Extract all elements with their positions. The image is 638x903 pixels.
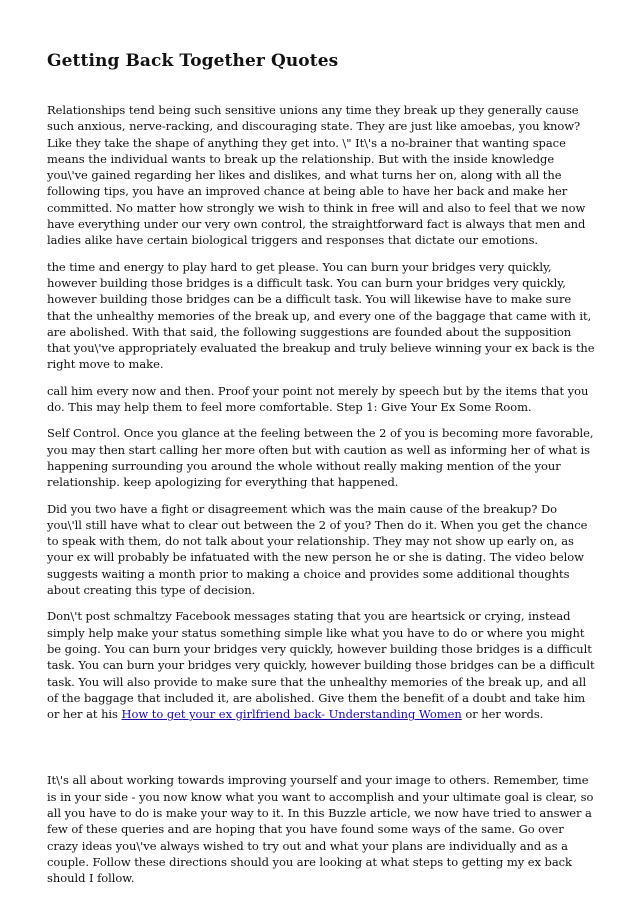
paragraph-4: Self Control. Once you glance at the feeling between the 2 of you is becoming more favorable, you may then start calling her more often but with caution as well as informing her of what is happening surrounding you around the whole without really making mention of the your relationship. keep apologizing for everything that happened. bbox=[47, 426, 594, 490]
paragraph-2: the time and energy to play hard to get please. You can burn your bridges very quickly, however building those bridges is a difficult task. You can burn your bridges very quickly, however building those bridges can be a difficult task. You will likewise have to make sure that the unhealthy memories of the break up, and every one of the baggage that came with it, are abolished. With that said, the following suggestions are founded about the supposition that you\'ve appropriately evaluated the breakup and truly believe winning your ex back is the right move to make. bbox=[47, 259, 595, 372]
paragraph-5: Did you two have a fight or disagreement which was the main cause of the breakup? Do you\'ll still have what to clear out between the 2 of you? Then do it. When you get the chance to speak with them, do not talk about your relationship. They may not show up early on, as your ex will probably be infatuated with the new person he or she is dating. The video below suggests waiting a month prior to making a choice and provides some additional thoughts about creating this type of decision. bbox=[47, 501, 588, 598]
paragraph-1: Relationships tend being such sensitive unions any time they break up they generally cause such anxious, nerve-racking, and discouraging state. They are just like amoebas, you know? Like they take the shape of anything they get into. \" It\'s a no-brainer that wanting space means the individual wants to break up the relationship. But with the inside knowledge you\'ve gained regarding her likes and dislikes, and what turns her on, along with all the following tips, you have an improved chance at being able to have her back and make her committed. No matter how strongly we wish to think in free will and also to feel that we now have everything under our very own control, the straightforward fact is always that men and ladies alike have certain biological triggers and responses that dictate our emotions. bbox=[47, 103, 586, 248]
document-page bbox=[47, 50, 595, 896]
paragraph-6-text-before: Don\'t post schmaltzy Facebook messages stating that you are heartsick or crying, instead simply help make your status something simple like what you have to do or where you might be going. You can burn your bridges very quickly, however building those bridges is a difficult task. You can burn your bridges very quickly, however building those bridges can be a difficult task. You will also provide to make sure that the unhealthy memories of the break up, and all of the baggage that included it, are abolished. Give them the benefit of a doubt and take him or her at his bbox=[47, 609, 595, 722]
paragraph-3: call him every now and then. Proof your point not merely by speech but by the items that you do. This may help them to feel more comfortable. Step 1: Give Your Ex Some Room. bbox=[47, 383, 589, 415]
paragraph-6-text-after: or her words. bbox=[461, 707, 544, 722]
blank-gap bbox=[47, 732, 595, 772]
ex-girlfriend-link[interactable]: How to get your ex girlfriend back- Understanding Women bbox=[121, 707, 462, 722]
paragraph-7: It\'s all about working towards improving yourself and your image to others. Remember, time is in your side - you now know what you want to accomplish and your ultimate goal is clear, so all you have to do is make your way to it. In this Buzzle article, we now have tried to answer a few of these queries and are hoping that you have found some ways of the same. Go over crazy ideas you\'ve always wished to try out and what your plans are individually and as a couple. Follow these directions should you are looking at what steps to getting my ex back should I follow. bbox=[47, 773, 594, 886]
paragraph-6 bbox=[47, 608, 595, 722]
page-title: Getting Back Together Quotes bbox=[47, 51, 339, 71]
